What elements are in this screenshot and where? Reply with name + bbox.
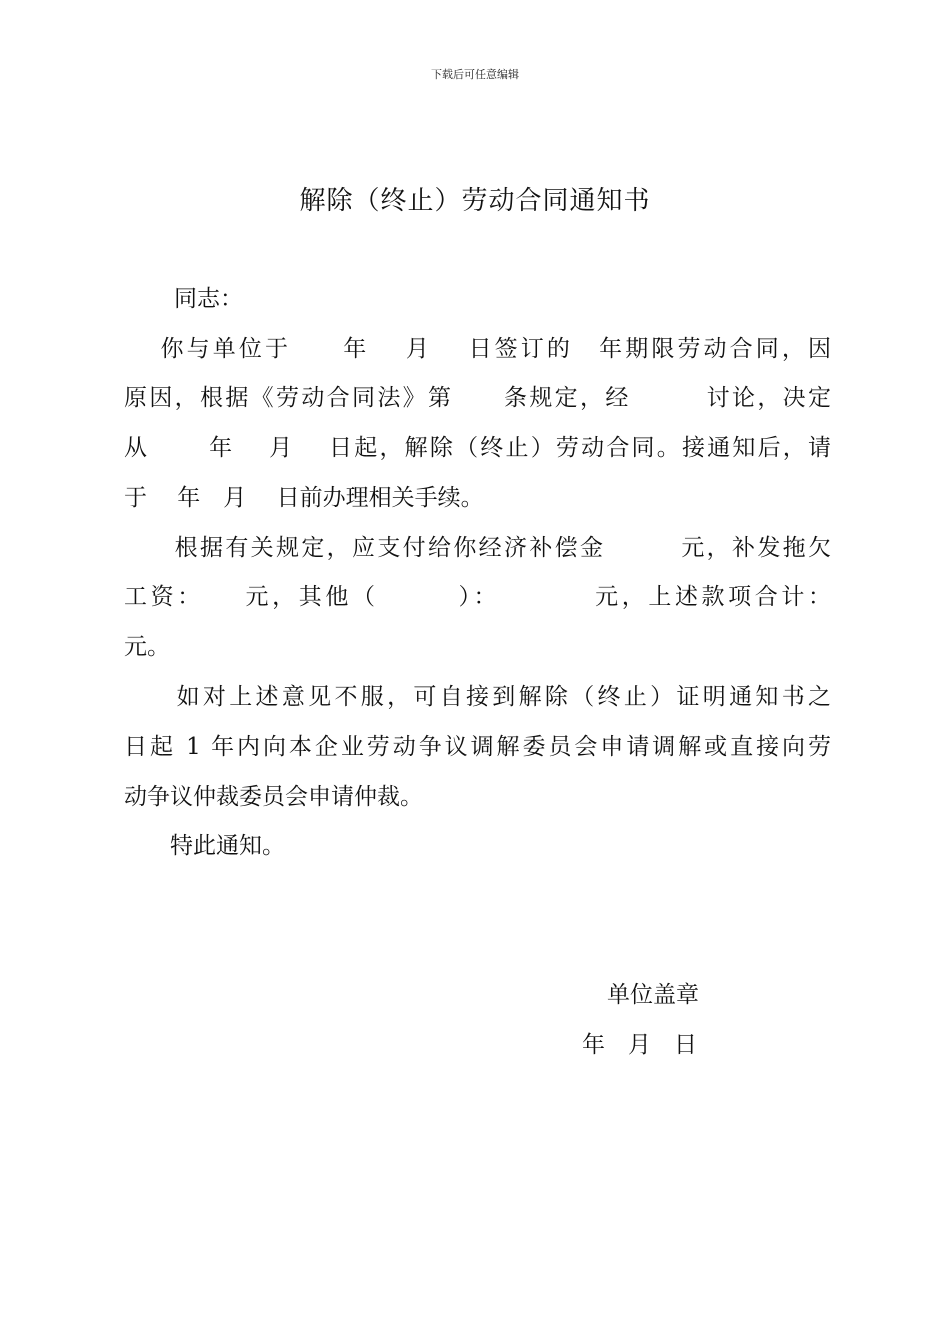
signature-unit-seal: 单位盖章 xyxy=(607,982,699,1008)
paragraph-1-line-4: 于 年 月 日前办理相关手续。 xyxy=(124,485,484,511)
paragraph-3-line-1: 如对上述意见不服，可自接到解除（终止）证明通知书之 xyxy=(124,684,831,710)
paragraph-2-line-2: 工资： 元，其他（ ）： 元，上述款项合计： xyxy=(124,584,831,610)
paragraph-3-line-3: 动争议仲裁委员会申请仲裁。 xyxy=(124,784,423,810)
paragraph-1-line-2: 原因，根据《劳动合同法》第 条规定，经 讨论，决定 xyxy=(124,385,831,411)
paragraph-1-line-3: 从 年 月 日起，解除（终止）劳动合同。接通知后，请 xyxy=(124,435,831,461)
header-note: 下载后可任意编辑 xyxy=(431,68,519,81)
paragraph-3-line-2: 日起 1 年内向本企业劳动争议调解委员会申请调解或直接向劳 xyxy=(124,734,831,760)
closing-line: 特此通知。 xyxy=(124,833,285,859)
paragraph-1-line-1: 你与单位于 年 月 日签订的 年期限劳动合同，因 xyxy=(124,336,831,362)
signature-date: 年 月 日 xyxy=(582,1032,697,1058)
document-title: 解除（终止）劳动合同通知书 xyxy=(299,186,651,216)
paragraph-2-line-1: 根据有关规定，应支付给你经济补偿金 元，补发拖欠 xyxy=(124,535,831,561)
paragraph-2-line-3: 元。 xyxy=(124,634,170,660)
salutation: 同志： xyxy=(174,286,243,312)
